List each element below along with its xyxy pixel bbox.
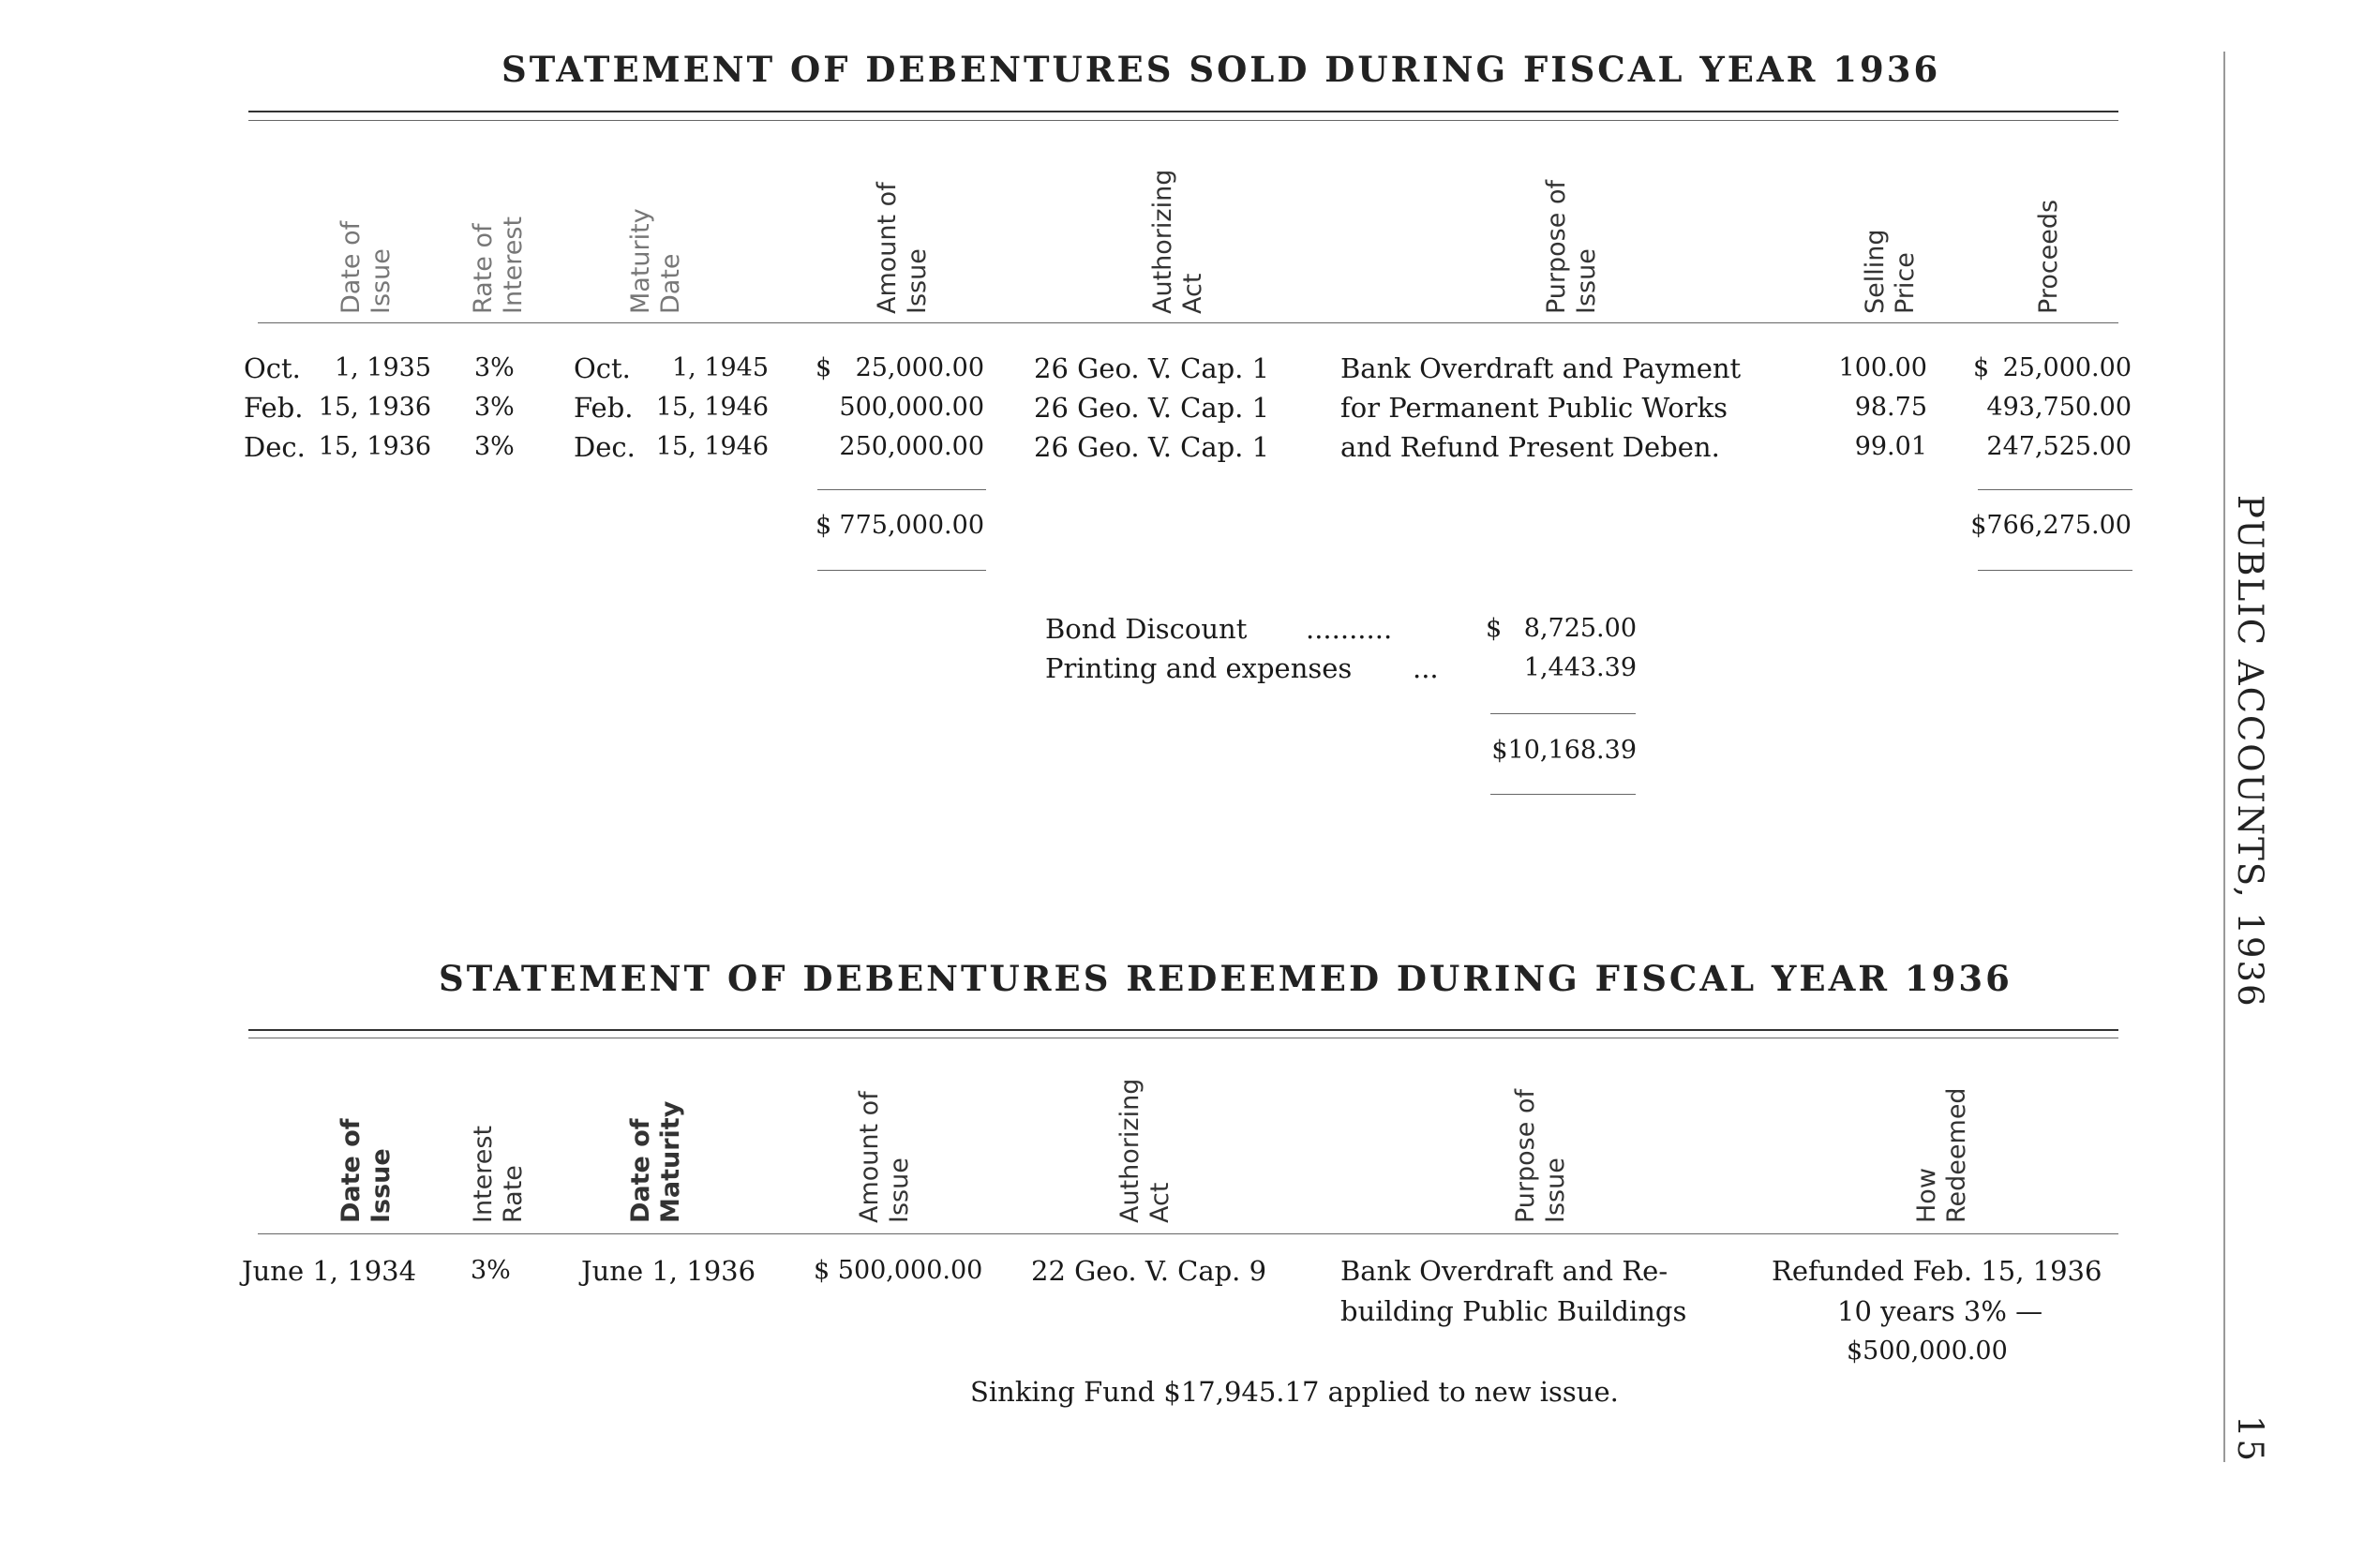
sold-row-amount: 250,000.00 bbox=[839, 432, 984, 461]
redeemed-header-interest-rate: Interest Rate bbox=[469, 1125, 528, 1223]
sold-row-amount-dollar: $ bbox=[815, 353, 832, 382]
sold-proceeds-subtotal-rule bbox=[1978, 489, 2132, 490]
redeemed-rate: 3% bbox=[471, 1256, 511, 1285]
redeemed-purpose-line-2: building Public Buildings bbox=[1340, 1295, 1687, 1327]
sold-row-rate: 3% bbox=[474, 353, 515, 382]
margin-rule bbox=[2223, 52, 2225, 1462]
sold-row-amount: 25,000.00 bbox=[855, 353, 984, 382]
redeemed-maturity: June 1, 1936 bbox=[581, 1255, 756, 1287]
sold-amount-total-rule bbox=[817, 570, 986, 571]
redeemed-how-line-2: 10 years 3% — bbox=[1837, 1295, 2043, 1327]
sold-header-act: Authorizing Act bbox=[1148, 169, 1207, 314]
sold-row-date-month: Dec. bbox=[244, 431, 306, 463]
sold-row-date-month: Oct. bbox=[244, 352, 301, 384]
redeemed-header-rule bbox=[258, 1233, 2118, 1234]
sold-header-date-issue: Date of Issue bbox=[337, 220, 396, 314]
sold-header-maturity: Maturity Date bbox=[626, 208, 685, 314]
sold-title: STATEMENT OF DEBENTURES SOLD DURING FISCAL YEAR 1936 bbox=[501, 49, 1941, 90]
side-title: PUBLIC ACCOUNTS, 1936 bbox=[2230, 495, 2270, 1008]
sold-row-proceeds: 247,525.00 bbox=[1986, 432, 2132, 461]
sold-top-rule bbox=[248, 111, 2118, 112]
discount-dollar: $ bbox=[1486, 614, 1503, 643]
discount-total-rule bbox=[1490, 794, 1636, 795]
discount-label: Printing and expenses bbox=[1045, 652, 1353, 684]
sold-row-purpose: for Permanent Public Works bbox=[1340, 392, 1728, 424]
redeemed-how-line-3: $500,000.00 bbox=[1847, 1337, 2008, 1366]
sold-row-price: 98.75 bbox=[1854, 393, 1927, 422]
redeemed-note: Sinking Fund $17,945.17 applied to new issue. bbox=[970, 1376, 1619, 1408]
sold-row-date-rest: 15, 1936 bbox=[318, 432, 431, 461]
redeemed-how-line-1: Refunded Feb. 15, 1936 bbox=[1772, 1255, 2102, 1287]
sold-top-rule-2 bbox=[248, 120, 2118, 121]
discount-leader: ... bbox=[1413, 652, 1439, 684]
sold-total-proceeds: $766,275.00 bbox=[1970, 511, 2132, 540]
sold-row-proceeds: 25,000.00 bbox=[2002, 353, 2132, 382]
sold-row-date-rest: 1, 1935 bbox=[334, 353, 431, 382]
sold-header-amount: Amount of Issue bbox=[873, 182, 932, 314]
sold-proceeds-total-rule bbox=[1978, 570, 2132, 571]
discount-label: Bond Discount bbox=[1045, 613, 1248, 645]
sold-row-maturity-rest: 15, 1946 bbox=[655, 432, 769, 461]
sold-total-amount-dollar: $ bbox=[815, 511, 832, 540]
redeemed-header-amount: Amount of Issue bbox=[855, 1091, 914, 1223]
sold-row-maturity-month: Dec. bbox=[574, 431, 636, 463]
redeemed-act: 22 Geo. V. Cap. 9 bbox=[1031, 1255, 1267, 1287]
discount-total: $10,168.39 bbox=[1491, 736, 1637, 765]
sold-header-price: Selling Price bbox=[1861, 229, 1920, 314]
sold-row-maturity-month: Feb. bbox=[574, 392, 634, 424]
redeemed-purpose-line-1: Bank Overdraft and Re- bbox=[1340, 1255, 1668, 1287]
discount-subtotal-rule bbox=[1490, 713, 1636, 714]
sold-total-amount: 775,000.00 bbox=[839, 511, 984, 540]
redeemed-header-act: Authorizing Act bbox=[1115, 1078, 1175, 1223]
sold-header-rule bbox=[258, 322, 2118, 323]
sold-row-purpose: and Refund Present Deben. bbox=[1340, 431, 1720, 463]
redeemed-header-maturity: Date of Maturity bbox=[626, 1100, 685, 1223]
redeemed-header-date-issue: Date of Issue bbox=[337, 1118, 396, 1223]
redeemed-header-how: How Redeemed bbox=[1912, 1087, 1971, 1223]
redeemed-amount: $ 500,000.00 bbox=[814, 1256, 983, 1285]
sold-row-maturity-rest: 1, 1945 bbox=[671, 353, 769, 382]
sold-row-price: 99.01 bbox=[1854, 432, 1927, 461]
sold-row-date-month: Feb. bbox=[244, 392, 304, 424]
sold-amount-subtotal-rule bbox=[817, 489, 986, 490]
sold-header-purpose: Purpose of Issue bbox=[1542, 180, 1601, 314]
sold-header-rate-interest: Rate of Interest bbox=[469, 216, 528, 314]
sold-row-purpose: Bank Overdraft and Payment bbox=[1340, 352, 1742, 384]
sold-row-act: 26 Geo. V. Cap. 1 bbox=[1034, 392, 1270, 424]
sold-row-proceeds-dollar: $ bbox=[1973, 353, 1990, 382]
sold-row-rate: 3% bbox=[474, 393, 515, 422]
redeemed-date: June 1, 1934 bbox=[242, 1255, 417, 1287]
page-number: 15 bbox=[2230, 1415, 2270, 1464]
redeemed-header-purpose: Purpose of Issue bbox=[1511, 1089, 1570, 1223]
sold-row-proceeds: 493,750.00 bbox=[1986, 393, 2132, 422]
sold-header-proceeds: Proceeds bbox=[2034, 199, 2063, 314]
sold-row-price: 100.00 bbox=[1838, 353, 1927, 382]
sold-row-act: 26 Geo. V. Cap. 1 bbox=[1034, 431, 1270, 463]
redeemed-title: STATEMENT OF DEBENTURES REDEEMED DURING FISCAL YEAR 1936 bbox=[439, 958, 2012, 999]
sold-row-maturity-month: Oct. bbox=[574, 352, 631, 384]
sold-row-maturity-rest: 15, 1946 bbox=[655, 393, 769, 422]
sold-row-amount: 500,000.00 bbox=[839, 393, 984, 422]
sold-row-date-rest: 15, 1936 bbox=[318, 393, 431, 422]
discount-value: 8,725.00 bbox=[1523, 614, 1637, 643]
sold-row-act: 26 Geo. V. Cap. 1 bbox=[1034, 352, 1270, 384]
discount-value: 1,443.39 bbox=[1523, 653, 1637, 682]
discount-leader: .......... bbox=[1306, 613, 1393, 645]
sold-row-rate: 3% bbox=[474, 432, 515, 461]
redeemed-top-rule bbox=[248, 1029, 2118, 1031]
